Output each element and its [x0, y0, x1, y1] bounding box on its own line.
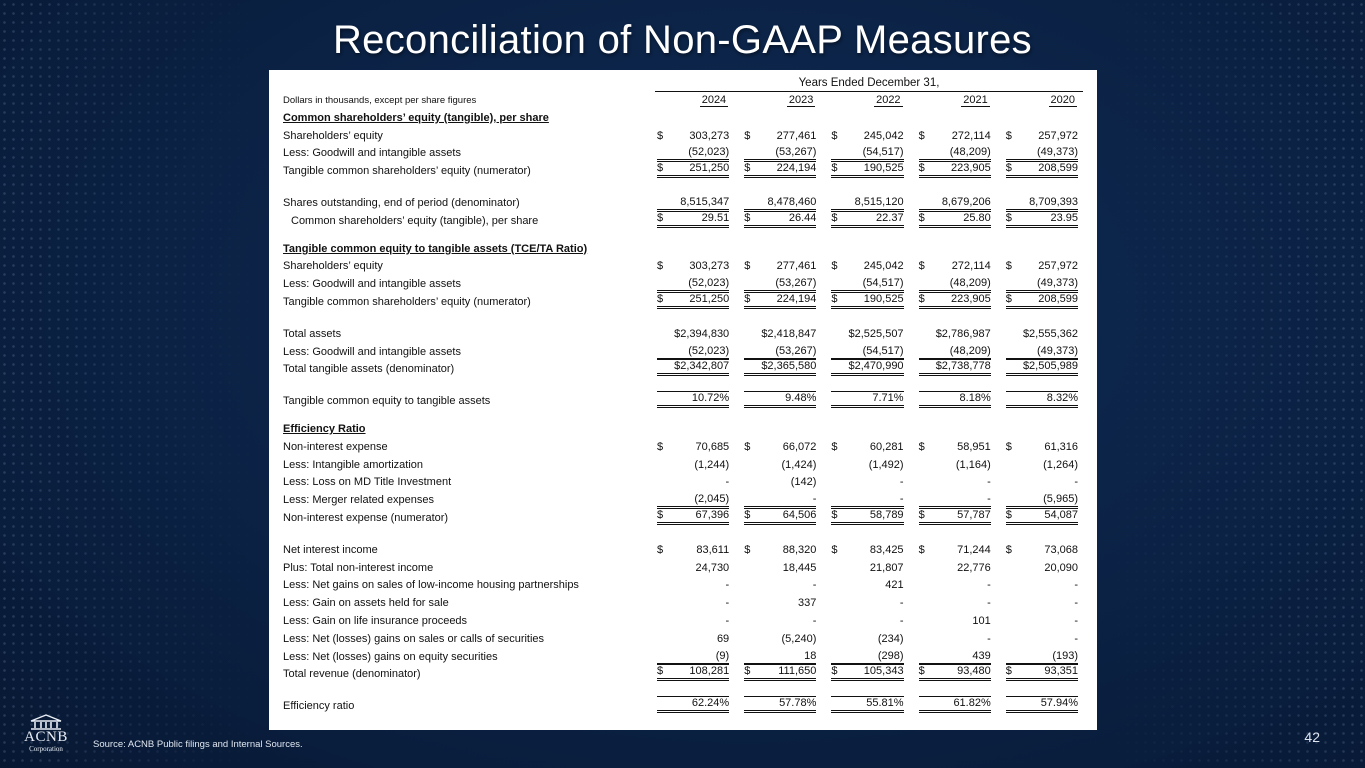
row-label: Plus: Total non-interest income	[283, 561, 434, 574]
dollar-sign: $	[657, 292, 664, 305]
cell-value: (48,209)	[949, 146, 991, 159]
cell-value: -	[899, 614, 904, 627]
cell-value: (142)	[790, 476, 817, 489]
cell-value: 7.71%	[872, 392, 904, 405]
cell-value: -	[1074, 614, 1078, 627]
row-label: Less: Net (losses) gains on equity securities	[283, 650, 498, 663]
cell-value: $2,786,987	[935, 327, 991, 340]
dollar-sign: $	[657, 440, 664, 453]
year-header: 2024	[701, 94, 727, 106]
acnb-logo	[20, 714, 72, 762]
row-label: Shareholders’ equity	[283, 260, 383, 273]
cell-value: (53,267)	[775, 277, 817, 290]
dollar-sign: $	[744, 508, 751, 521]
table-row	[281, 592, 1087, 610]
dot-pattern-right	[1105, 0, 1365, 768]
table-row	[281, 610, 1087, 628]
year-header: 2022	[876, 94, 901, 106]
cell-value: 111,650	[778, 665, 817, 678]
dollar-sign: $	[657, 508, 664, 521]
cell-value: 88,320	[782, 543, 817, 556]
dollar-sign: $	[831, 129, 838, 142]
dollar-sign: $	[657, 129, 664, 142]
cell-value: -	[1074, 597, 1078, 610]
cell-value: $2,525,507	[848, 327, 904, 340]
cell-value: 10.72%	[691, 392, 730, 405]
cell-value: 60,281	[869, 440, 904, 453]
cell-value: 9.48%	[785, 392, 817, 405]
cell-value: (54,517)	[862, 277, 904, 290]
row-label: Tangible common shareholders’ equity (numerator)	[283, 165, 531, 178]
period-header: Years Ended December 31,	[655, 77, 1083, 92]
cell-value: -	[1074, 632, 1078, 645]
dollar-sign: $	[744, 543, 751, 556]
cell-value: 337	[798, 597, 817, 610]
cell-value: 61,316	[1044, 440, 1078, 453]
dollar-sign: $	[744, 292, 751, 305]
cell-value: 208,599	[1038, 292, 1078, 305]
cell-value: 66,072	[782, 440, 817, 453]
cell-value: (9)	[715, 649, 730, 662]
cell-value: $2,470,990	[848, 360, 904, 373]
table-row	[281, 323, 1087, 341]
cell-value: 224,194	[776, 292, 817, 305]
cell-value: 223,905	[950, 292, 991, 305]
dollar-sign: $	[744, 129, 751, 142]
cell-value: 277,461	[776, 260, 817, 273]
cell-value: -	[987, 632, 991, 645]
cell-value: 18	[804, 649, 817, 662]
row-label: Tangible common equity to tangible assets	[283, 395, 491, 408]
cell-value: 251,250	[689, 162, 730, 175]
table-row	[281, 628, 1087, 646]
row-label: Less: Intangible amortization	[283, 458, 424, 471]
table-row	[281, 160, 1087, 178]
cell-value: 93,480	[957, 665, 991, 678]
cell-value: 257,972	[1038, 129, 1078, 142]
cell-value: $2,394,830	[674, 327, 730, 340]
row-label: Non-interest expense	[283, 440, 388, 453]
year-header: 2023	[788, 94, 814, 106]
cell-value: 251,250	[689, 292, 730, 305]
table-row	[281, 575, 1087, 593]
dollar-sign: $	[657, 665, 664, 678]
cell-value: $2,342,807	[674, 360, 730, 373]
dollar-sign: $	[657, 162, 664, 175]
dollar-sign: $	[918, 211, 925, 224]
cell-value: (52,023)	[688, 146, 730, 159]
cell-value: 8,515,120	[854, 195, 904, 208]
table-row	[281, 273, 1087, 291]
dollar-sign: $	[918, 162, 925, 175]
cell-value: 55.81%	[866, 697, 904, 710]
cell-value: -	[1074, 579, 1078, 592]
cell-value: (54,517)	[862, 146, 904, 159]
dollar-sign: $	[918, 292, 925, 305]
cell-value: $2,418,847	[761, 327, 817, 340]
cell-value: $2,505,989	[1022, 360, 1078, 373]
table-row	[281, 472, 1087, 490]
dot-pattern-left	[0, 0, 260, 768]
cell-value: (5,965)	[1043, 493, 1078, 506]
cell-value: $2,555,362	[1022, 327, 1078, 340]
dollar-sign: $	[1005, 665, 1012, 678]
dollar-sign: $	[831, 260, 838, 273]
source-note: Source: ACNB Public filings and Internal Sources.	[93, 739, 303, 750]
dollar-sign: $	[1005, 129, 1012, 142]
table-row	[281, 695, 1087, 713]
cell-value: 18,445	[782, 561, 817, 574]
cell-value: 22,776	[957, 561, 991, 574]
cell-value: 22.37	[876, 211, 904, 224]
cell-value: $2,738,778	[935, 360, 991, 373]
cell-value: 245,042	[863, 260, 904, 273]
table-row	[281, 664, 1087, 682]
dollar-sign: $	[831, 508, 838, 521]
cell-value: 57.94%	[1040, 697, 1078, 710]
row-label: Less: Gain on assets held for sale	[283, 597, 449, 610]
table-row	[281, 125, 1087, 143]
dollar-sign: $	[918, 440, 925, 453]
row-label: Total assets	[283, 327, 342, 340]
row-label: Non-interest expense (numerator)	[283, 511, 449, 524]
cell-value: -	[812, 493, 817, 506]
cell-value: 272,114	[951, 129, 991, 142]
dollar-sign: $	[918, 508, 925, 521]
dollar-sign: $	[744, 260, 751, 273]
reconciliation-table-panel	[269, 70, 1097, 730]
cell-value: -	[987, 579, 991, 592]
cell-value: (48,209)	[949, 344, 991, 357]
cell-value: 67,396	[695, 508, 730, 521]
cell-value: -	[725, 476, 730, 489]
reconciliation-table	[281, 76, 1087, 713]
row-label: Total tangible assets (denominator)	[283, 363, 455, 376]
table-row	[281, 539, 1087, 557]
cell-value: 54,087	[1044, 508, 1078, 521]
dollar-sign: $	[1005, 162, 1012, 175]
cell-value: 303,273	[689, 260, 730, 273]
cell-value: 83,425	[869, 543, 904, 556]
cell-value: (53,267)	[775, 344, 817, 357]
section-title: Efficiency Ratio	[283, 422, 366, 435]
cell-value: (1,264)	[1043, 458, 1078, 471]
cell-value: 23.95	[1050, 211, 1078, 224]
cell-value: 26.44	[788, 211, 817, 224]
table-row	[281, 143, 1087, 161]
table-row	[281, 341, 1087, 359]
table-row	[281, 507, 1087, 525]
cell-value: 101	[972, 614, 991, 627]
cell-value: 223,905	[950, 162, 991, 175]
row-label: Efficiency ratio	[283, 700, 355, 713]
cell-value: 20,090	[1044, 561, 1078, 574]
table-row	[281, 256, 1087, 274]
cell-value: -	[1074, 476, 1078, 489]
cell-value: 64,506	[782, 508, 817, 521]
cell-value: 62.24%	[691, 697, 730, 710]
cell-value: 190,525	[863, 162, 904, 175]
dollar-sign: $	[744, 665, 751, 678]
row-label: Less: Goodwill and intangible assets	[283, 278, 461, 291]
cell-value: 8,679,206	[941, 195, 991, 208]
cell-value: (54,517)	[862, 344, 904, 357]
year-header: 2021	[963, 94, 988, 106]
row-label: Less: Net gains on sales of low-income housing partnerships	[283, 579, 579, 592]
dollar-sign: $	[831, 162, 838, 175]
dollar-sign: $	[1005, 292, 1012, 305]
slide-title: Reconciliation of Non-GAAP Measures	[333, 18, 1032, 62]
cell-value: 61.82%	[953, 697, 991, 710]
cell-value: -	[899, 597, 904, 610]
dollar-sign: $	[1005, 508, 1012, 521]
dollar-sign: $	[1005, 211, 1012, 224]
dollar-sign: $	[831, 440, 838, 453]
cell-value: -	[812, 579, 817, 592]
cell-value: (298)	[877, 649, 904, 662]
dollar-sign: $	[1005, 440, 1012, 453]
cell-value: 71,244	[957, 543, 991, 556]
dollar-sign: $	[918, 665, 925, 678]
cell-value: (1,164)	[955, 458, 991, 471]
row-label: Net interest income	[283, 543, 378, 556]
table-row	[281, 192, 1087, 210]
cell-value: 108,281	[689, 665, 730, 678]
cell-value: 8.18%	[959, 392, 991, 405]
cell-value: -	[725, 579, 730, 592]
row-label: Tangible common shareholders’ equity (numerator)	[283, 295, 531, 308]
cell-value: (48,209)	[949, 277, 991, 290]
table-row	[281, 291, 1087, 309]
cell-value: 272,114	[951, 260, 991, 273]
cell-value: 439	[972, 649, 991, 662]
row-label: Total revenue (denominator)	[283, 668, 421, 681]
table-row	[281, 646, 1087, 664]
row-label: Common shareholders’ equity (tangible), per share	[291, 214, 539, 227]
dollar-sign: $	[657, 543, 664, 556]
cell-value: 8,478,460	[767, 195, 817, 208]
dollar-sign: $	[918, 129, 925, 142]
cell-value: 69	[716, 632, 730, 645]
row-label: Less: Net (losses) gains on sales or calls of securities	[283, 632, 545, 645]
cell-value: 70,685	[695, 440, 730, 453]
dollar-sign: $	[918, 260, 925, 273]
table-row	[281, 557, 1087, 575]
section-title: Tangible common equity to tangible assets (TCE/TA Ratio)	[283, 242, 588, 255]
year-header: 2020	[1050, 94, 1075, 106]
row-label: Less: Goodwill and intangible assets	[283, 147, 461, 160]
row-label: Less: Loss on MD Title Investment	[283, 476, 452, 489]
cell-value: (193)	[1052, 649, 1078, 662]
cell-value: -	[899, 493, 904, 506]
dollar-sign: $	[831, 543, 838, 556]
cell-value: (5,240)	[781, 632, 817, 645]
cell-value: -	[987, 493, 991, 506]
table-row	[281, 489, 1087, 507]
cell-value: (49,373)	[1037, 146, 1078, 159]
cell-value: (52,023)	[688, 344, 730, 357]
cell-value: 277,461	[776, 129, 817, 142]
units-label: Dollars in thousands, except per share figures	[283, 95, 477, 106]
cell-value: 190,525	[863, 292, 904, 305]
cell-value: 58,951	[957, 440, 991, 453]
dollar-sign: $	[1005, 543, 1012, 556]
cell-value: -	[812, 614, 817, 627]
cell-value: 93,351	[1044, 665, 1078, 678]
dollar-sign: $	[831, 211, 838, 224]
cell-value: 25.80	[963, 211, 991, 224]
dollar-sign: $	[657, 211, 664, 224]
table-row	[281, 454, 1087, 472]
dollar-sign: $	[918, 543, 925, 556]
dollar-sign: $	[831, 292, 838, 305]
cell-value: (49,373)	[1037, 344, 1078, 357]
cell-value: (53,267)	[775, 146, 817, 159]
cell-value: 8,515,347	[680, 195, 730, 208]
cell-value: (52,023)	[688, 277, 730, 290]
table-row	[281, 210, 1087, 228]
dollar-sign: $	[744, 440, 751, 453]
cell-value: -	[987, 476, 991, 489]
cell-value: (234)	[877, 632, 904, 645]
cell-value: 29.51	[701, 211, 730, 224]
section-title: Common shareholders’ equity (tangible), per share	[283, 111, 549, 124]
cell-value: (1,244)	[694, 458, 730, 471]
cell-value: -	[987, 597, 991, 610]
cell-value: 57,787	[957, 508, 991, 521]
row-label: Shares outstanding, end of period (denominator)	[283, 196, 520, 209]
cell-value: (2,045)	[694, 493, 730, 506]
cell-value: $2,365,580	[761, 360, 817, 373]
cell-value: 73,068	[1044, 543, 1078, 556]
dollar-sign: $	[831, 665, 838, 678]
cell-value: (49,373)	[1037, 277, 1078, 290]
dollar-sign: $	[1005, 260, 1012, 273]
cell-value: (1,492)	[868, 458, 904, 471]
cell-value: 208,599	[1038, 162, 1078, 175]
cell-value: 58,789	[869, 508, 904, 521]
table-row	[281, 436, 1087, 454]
cell-value: 8,709,393	[1029, 195, 1078, 208]
cell-value: 245,042	[863, 129, 904, 142]
cell-value: 24,730	[695, 561, 730, 574]
cell-value: 57.78%	[779, 697, 817, 710]
cell-value: 21,807	[869, 561, 904, 574]
cell-value: -	[725, 614, 730, 627]
page-number: 42	[1304, 729, 1320, 745]
table-row	[281, 359, 1087, 377]
dollar-sign: $	[744, 162, 751, 175]
cell-value: (1,424)	[781, 458, 817, 471]
row-label: Less: Goodwill and intangible assets	[283, 345, 461, 358]
cell-value: 421	[885, 579, 904, 592]
cell-value: 83,611	[696, 543, 730, 556]
logo-sub: Corporation	[29, 745, 63, 753]
cell-value: 105,343	[863, 665, 904, 678]
bank-building-icon	[29, 714, 63, 730]
row-label: Less: Merger related expenses	[283, 494, 435, 507]
cell-value: 303,273	[689, 129, 730, 142]
logo-name: ACNB	[24, 729, 68, 745]
dollar-sign: $	[744, 211, 751, 224]
cell-value: -	[725, 597, 730, 610]
row-label: Shareholders’ equity	[283, 129, 383, 142]
cell-value: 257,972	[1038, 260, 1078, 273]
table-row	[281, 390, 1087, 408]
row-label: Less: Gain on life insurance proceeds	[283, 614, 468, 627]
dollar-sign: $	[657, 260, 664, 273]
cell-value: 8.32%	[1046, 392, 1078, 405]
cell-value: -	[899, 476, 904, 489]
cell-value: 224,194	[776, 162, 817, 175]
